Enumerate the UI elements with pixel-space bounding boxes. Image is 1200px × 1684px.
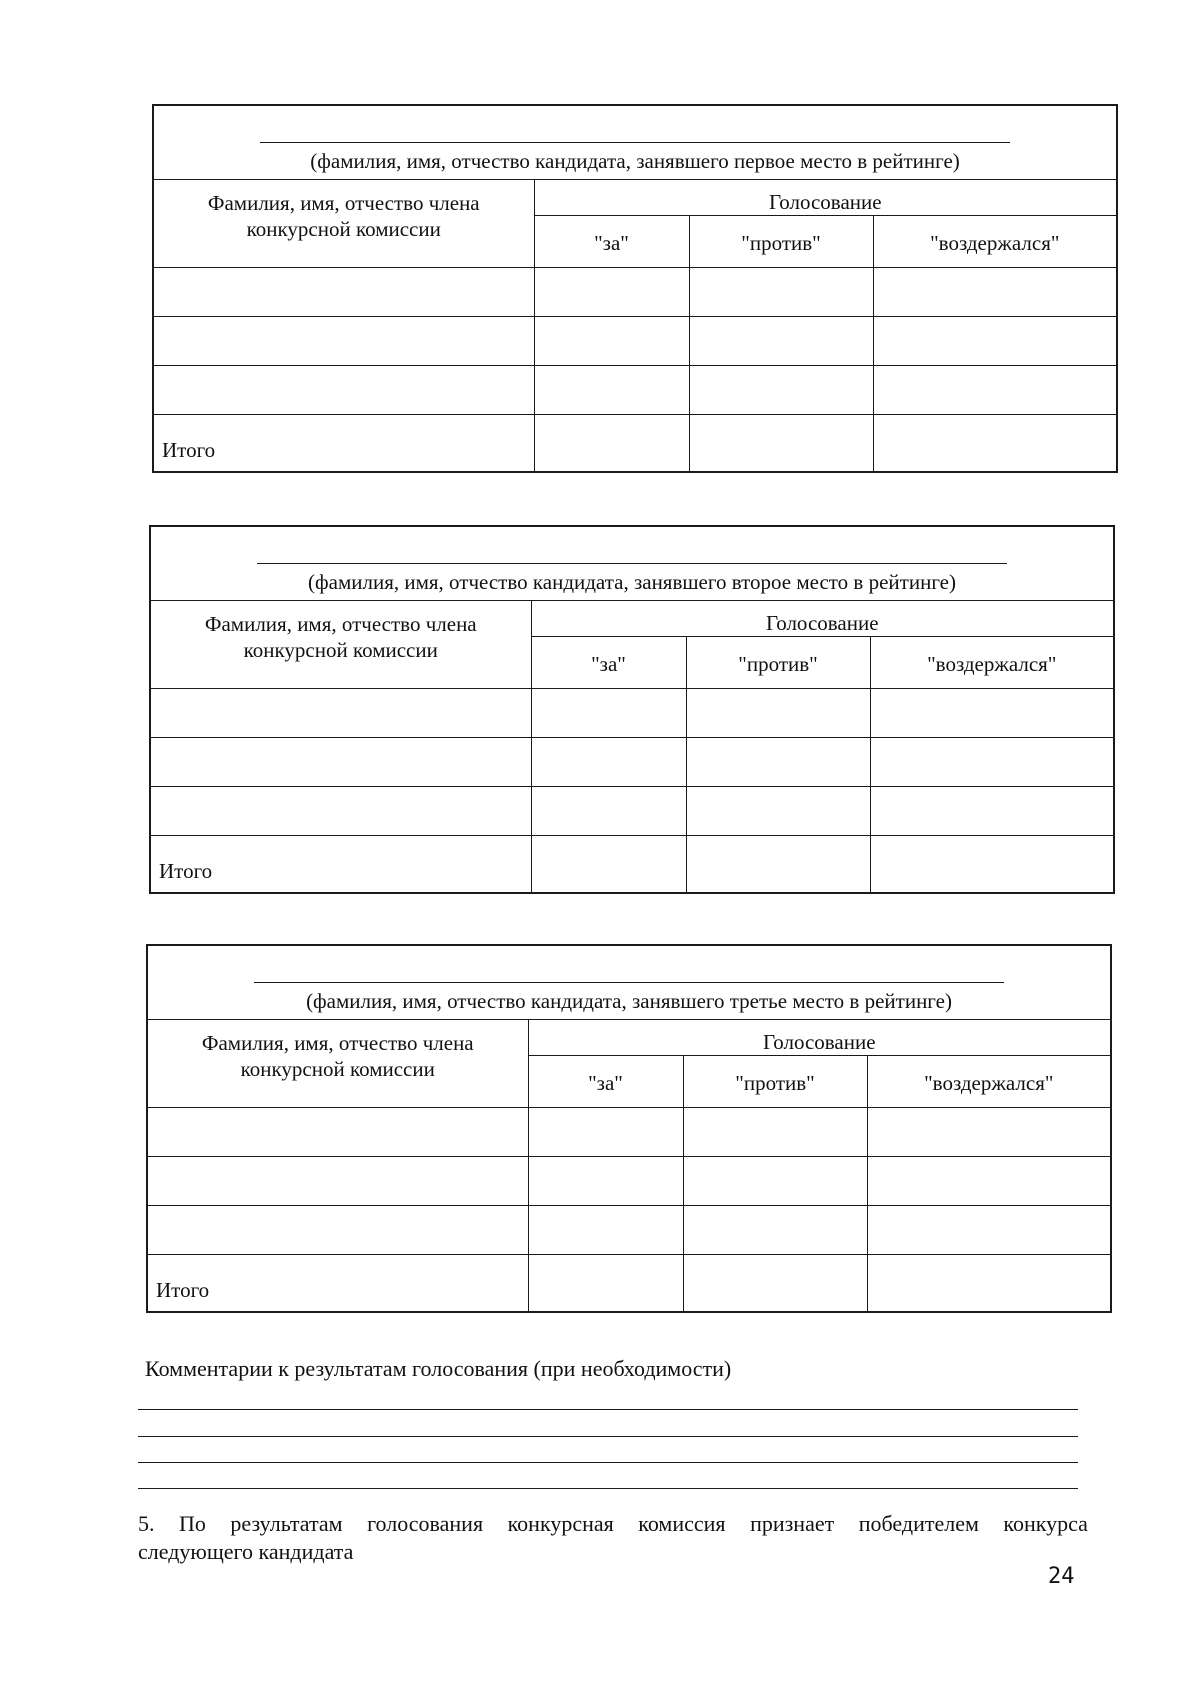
vote-abstain-cell[interactable] [870,738,1114,787]
member-name-cell[interactable] [153,317,534,366]
item-5-word: голосования [367,1511,484,1536]
voting-header: Голосование [528,1020,1111,1056]
candidate-caption: (фамилия, имя, отчество кандидата, занявшего первое место в рейтинге) [310,149,960,173]
vote-abstain-cell[interactable] [867,1157,1111,1206]
page-number: 24 [1048,1564,1075,1589]
vote-for-cell[interactable] [531,738,686,787]
vote-against-cell[interactable] [689,317,873,366]
comment-line[interactable] [138,1409,1078,1410]
voting-header: Голосование [531,601,1114,637]
vote-against-cell[interactable] [689,366,873,415]
candidate-caption: (фамилия, имя, отчество кандидата, занявшего второе место в рейтинге) [308,570,956,594]
vote-option-for: "за" [534,216,689,268]
item-5-word: По [179,1511,206,1536]
member-column-header: Фамилия, имя, отчество члена конкурсной комиссии [153,180,534,268]
item-5-word: признает [750,1511,835,1536]
vote-option-abstain: "воздержался" [870,637,1114,689]
total-against-cell[interactable] [683,1255,867,1313]
vote-for-cell[interactable] [528,1157,683,1206]
vote-abstain-cell[interactable] [870,689,1114,738]
vote-abstain-cell[interactable] [867,1108,1111,1157]
member-name-cell[interactable] [147,1108,528,1157]
item-5-number: 5. [138,1511,155,1536]
item-5-paragraph [138,1510,1088,1566]
member-name-cell[interactable] [147,1206,528,1255]
comments-label: Комментарии к результатам голосования (при необходимости) [145,1356,732,1381]
vote-for-cell[interactable] [528,1206,683,1255]
vote-option-abstain: "воздержался" [873,216,1117,268]
comment-line[interactable] [138,1488,1078,1489]
total-abstain-cell[interactable] [867,1255,1111,1313]
total-for-cell[interactable] [534,415,689,473]
vote-against-cell[interactable] [686,689,870,738]
vote-against-cell[interactable] [683,1108,867,1157]
vote-option-abstain: "воздержался" [867,1056,1111,1108]
item-5-word: конкурсная [507,1511,614,1536]
vote-option-against: "против" [683,1056,867,1108]
vote-for-cell[interactable] [534,268,689,317]
member-name-cell[interactable] [147,1157,528,1206]
item-5-word: конкурса [1003,1511,1088,1536]
total-for-cell[interactable] [528,1255,683,1313]
candidate-name-line [257,563,1007,564]
voting-header: Голосование [534,180,1117,216]
total-label: Итого [147,1255,528,1313]
vote-option-for: "за" [528,1056,683,1108]
candidate-name-cell[interactable] [150,526,1114,601]
candidate-name-line [254,982,1004,983]
vote-against-cell[interactable] [689,268,873,317]
vote-against-cell[interactable] [686,787,870,836]
vote-for-cell[interactable] [531,689,686,738]
member-column-header: Фамилия, имя, отчество члена конкурсной комиссии [150,601,531,689]
vote-abstain-cell[interactable] [867,1206,1111,1255]
member-name-cell[interactable] [150,787,531,836]
comment-line[interactable] [138,1462,1078,1463]
total-label: Итого [150,836,531,894]
item-5-word: комиссия [638,1511,726,1536]
vote-abstain-cell[interactable] [873,317,1117,366]
candidate-name-cell[interactable] [147,945,1111,1020]
candidate-caption: (фамилия, имя, отчество кандидата, занявшего третье место в рейтинге) [306,989,952,1013]
vote-against-cell[interactable] [686,738,870,787]
vote-table-2 [149,525,1115,894]
candidate-name-line [260,142,1010,143]
total-abstain-cell[interactable] [873,415,1117,473]
vote-option-for: "за" [531,637,686,689]
member-name-cell[interactable] [153,366,534,415]
vote-abstain-cell[interactable] [873,268,1117,317]
total-against-cell[interactable] [689,415,873,473]
item-5-word: результатам [230,1511,343,1536]
vote-table-3 [146,944,1112,1313]
vote-option-against: "против" [686,637,870,689]
vote-abstain-cell[interactable] [873,366,1117,415]
item-5-line-2: следующего кандидата [138,1539,354,1564]
total-abstain-cell[interactable] [870,836,1114,894]
total-label: Итого [153,415,534,473]
vote-for-cell[interactable] [534,317,689,366]
comment-line[interactable] [138,1436,1078,1437]
vote-against-cell[interactable] [683,1206,867,1255]
vote-option-against: "против" [689,216,873,268]
member-name-cell[interactable] [153,268,534,317]
vote-for-cell[interactable] [531,787,686,836]
item-5-line-1 [138,1510,1088,1538]
member-name-cell[interactable] [150,738,531,787]
vote-abstain-cell[interactable] [870,787,1114,836]
vote-table-1 [152,104,1118,473]
vote-for-cell[interactable] [534,366,689,415]
candidate-name-cell[interactable] [153,105,1117,180]
total-against-cell[interactable] [686,836,870,894]
vote-against-cell[interactable] [683,1157,867,1206]
item-5-word: победителем [858,1511,979,1536]
member-column-header: Фамилия, имя, отчество члена конкурсной комиссии [147,1020,528,1108]
member-name-cell[interactable] [150,689,531,738]
total-for-cell[interactable] [531,836,686,894]
vote-for-cell[interactable] [528,1108,683,1157]
